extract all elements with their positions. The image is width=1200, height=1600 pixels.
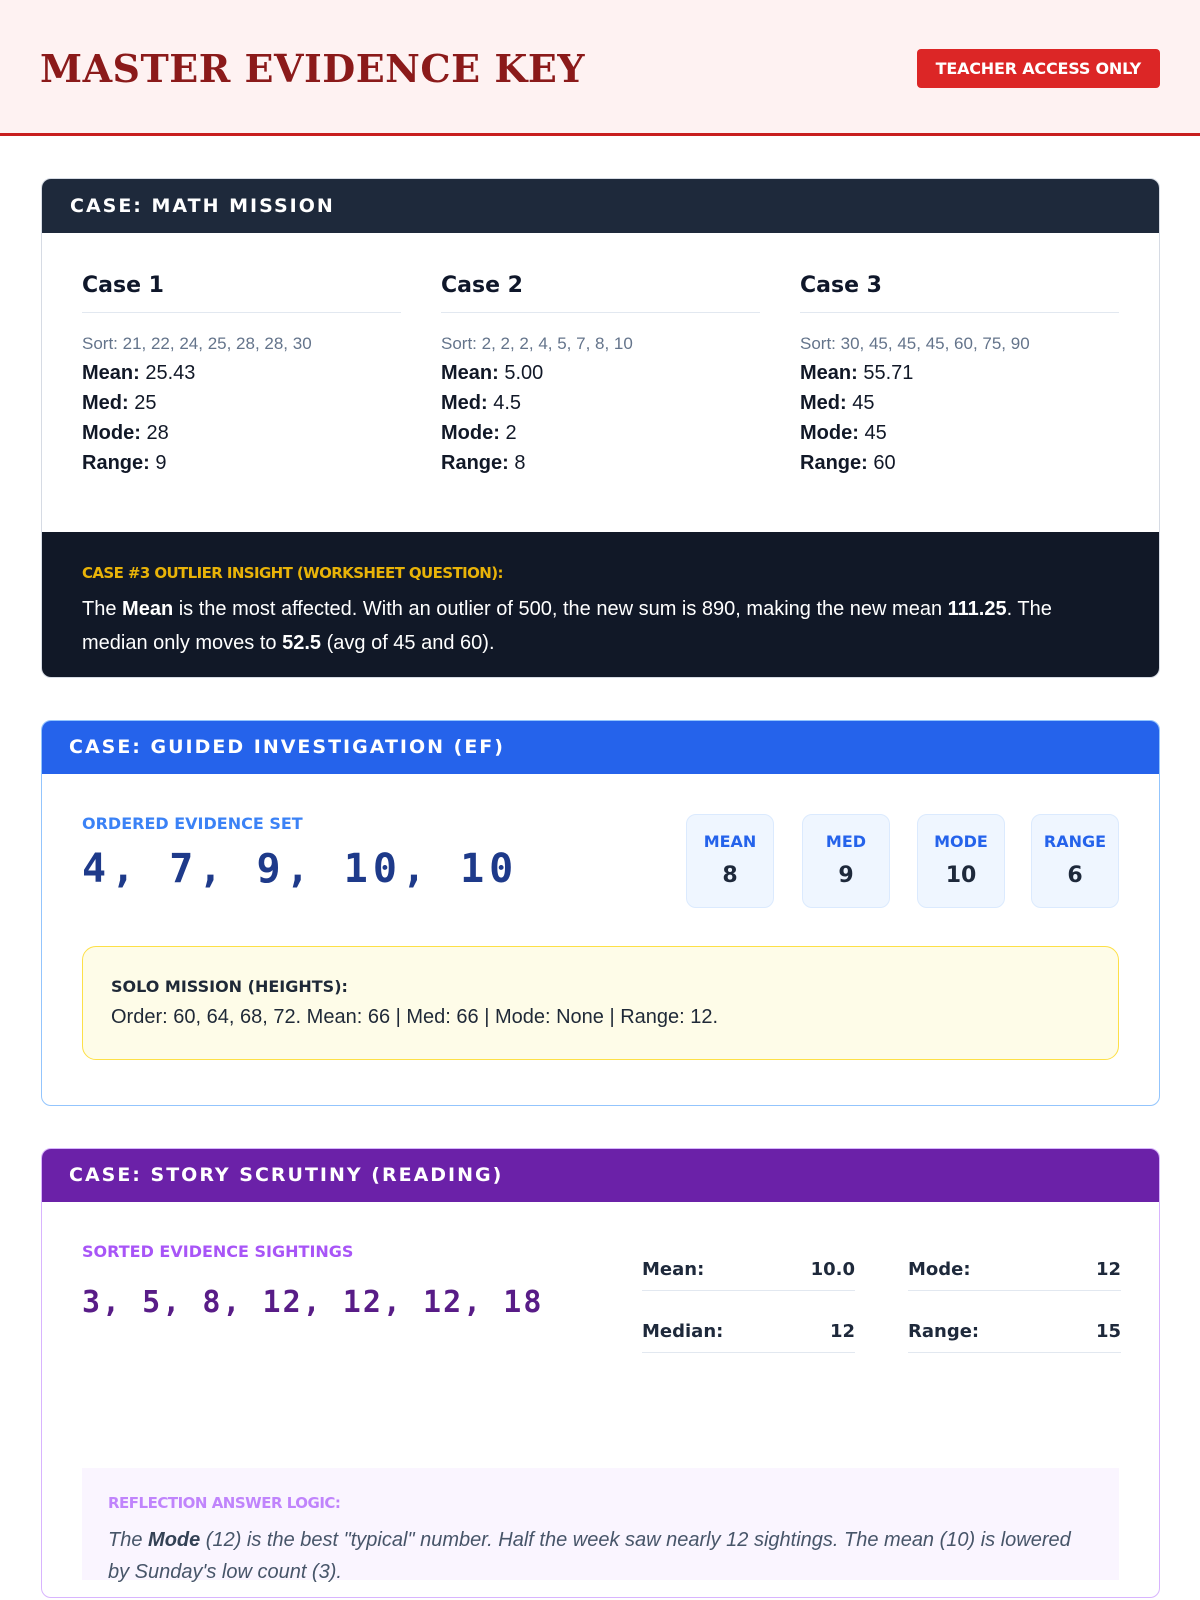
cases-grid <box>42 233 1159 532</box>
case-title: Case 1 <box>82 273 401 313</box>
stat-label: Range: <box>908 1321 980 1342</box>
stat-label: Mean: <box>642 1259 705 1280</box>
case-2-column <box>441 273 760 532</box>
story-range-stat <box>908 1311 1121 1353</box>
range-stat-box <box>1031 814 1119 908</box>
math-mission-card <box>41 178 1160 678</box>
story-mode-stat <box>908 1249 1121 1291</box>
stat-value: 12 <box>829 1321 855 1342</box>
case-sort: Sort: 21, 22, 24, 25, 28, 28, 30 <box>82 334 312 353</box>
case-mode: Mode: 2 <box>441 422 517 444</box>
case-1-column <box>82 273 401 532</box>
stat-value: 15 <box>1095 1321 1121 1342</box>
case-median: Med: 4.5 <box>441 392 522 414</box>
stat-label: Median: <box>642 1321 724 1342</box>
solo-mission-label: SOLO MISSION (HEIGHTS): <box>111 977 348 996</box>
stat-value: 10 <box>945 863 977 888</box>
ordered-evidence-set: 4, 7, 9, 10, 10 <box>82 846 519 892</box>
reflection-text: The Mode (12) is the best "typical" number. Half the week saw nearly 12 sightings. The mean (10) is lowered by Sunday's low count (3). <box>108 1529 1071 1583</box>
sorted-sightings-set: 3, 5, 8, 12, 12, 12, 18 <box>82 1285 544 1320</box>
page-title: MASTER EVIDENCE KEY <box>40 46 585 91</box>
case-mean: Mean: 5.00 <box>441 362 544 384</box>
median-stat-box <box>802 814 890 908</box>
reflection-label: REFLECTION ANSWER LOGIC: <box>108 1494 341 1512</box>
outlier-insight-label: CASE #3 OUTLIER INSIGHT (WORKSHEET QUESTION): <box>82 564 503 582</box>
solo-mission-text: Order: 60, 64, 68, 72. Mean: 66 | Med: 66 | Mode: None | Range: 12. <box>111 1006 719 1028</box>
page-header <box>0 0 1200 136</box>
case-mean: Mean: 25.43 <box>82 362 196 384</box>
stat-value: 6 <box>1067 863 1083 888</box>
case-range: Range: 8 <box>441 452 526 474</box>
sorted-sightings-label: SORTED EVIDENCE SIGHTINGS <box>82 1242 354 1261</box>
stat-label: Mode: <box>908 1259 971 1280</box>
stat-label: MEAN <box>703 832 757 851</box>
mean-stat-box <box>686 814 774 908</box>
guided-investigation-card <box>41 720 1160 1106</box>
case-range: Range: 9 <box>82 452 167 474</box>
story-median-stat <box>642 1311 855 1353</box>
case-mode: Mode: 28 <box>82 422 169 444</box>
case-median: Med: 25 <box>82 392 157 414</box>
case-title: Case 3 <box>800 273 1119 313</box>
case-range: Range: 60 <box>800 452 896 474</box>
case-mean: Mean: 55.71 <box>800 362 914 384</box>
story-scrutiny-card <box>41 1148 1160 1598</box>
story-mean-stat <box>642 1249 855 1291</box>
reflection-box <box>82 1468 1119 1583</box>
stat-label: MODE <box>934 832 988 851</box>
case-title: Case 2 <box>441 273 760 313</box>
case-3-column <box>800 273 1119 532</box>
stat-value: 10.0 <box>810 1259 855 1280</box>
case-sort: Sort: 2, 2, 2, 4, 5, 7, 8, 10 <box>441 334 633 353</box>
outlier-insight-panel <box>42 532 1159 678</box>
story-scrutiny-heading: CASE: STORY SCRUTINY (READING) <box>41 1148 1160 1202</box>
ordered-evidence-label: ORDERED EVIDENCE SET <box>82 814 303 833</box>
outlier-insight-text: The Mean is the most affected. With an outlier of 500, the new sum is 890, making the new mean 111.25. The median only moves to 52.5 (avg of 45 and 60). <box>82 598 1052 654</box>
solo-mission-box <box>82 946 1119 1060</box>
case-sort: Sort: 30, 45, 45, 45, 60, 75, 90 <box>800 334 1030 353</box>
case-mode: Mode: 45 <box>800 422 887 444</box>
case-median: Med: 45 <box>800 392 875 414</box>
stat-value: 8 <box>722 863 738 888</box>
stat-label: RANGE <box>1043 832 1107 851</box>
math-mission-heading: CASE: MATH MISSION <box>42 179 1159 233</box>
stat-value: 12 <box>1095 1259 1121 1280</box>
stat-value: 9 <box>838 863 854 888</box>
stat-label: MED <box>825 832 867 851</box>
mode-stat-box <box>917 814 1005 908</box>
teacher-access-badge: TEACHER ACCESS ONLY <box>917 49 1160 88</box>
guided-investigation-heading: CASE: GUIDED INVESTIGATION (EF) <box>41 720 1160 774</box>
